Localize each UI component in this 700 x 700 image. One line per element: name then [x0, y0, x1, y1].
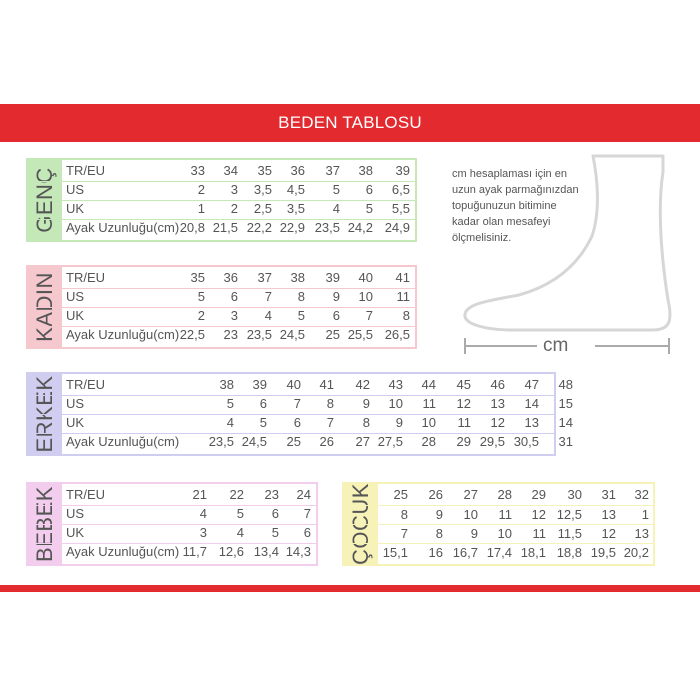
table-cell: 9: [332, 289, 340, 304]
table-cell: 14: [524, 396, 539, 411]
table-cell: 33: [190, 163, 205, 178]
row-label: TR/EU: [66, 487, 105, 502]
table-cell: 5: [271, 525, 279, 540]
table-cell: 27,5: [377, 434, 403, 449]
table-cell: 11: [396, 289, 410, 304]
table-cell: 10: [388, 396, 403, 411]
table-cell: 28: [421, 434, 436, 449]
table-cell: 11: [457, 415, 471, 430]
table-cell: 32: [634, 487, 649, 502]
table-cell: 37: [325, 163, 340, 178]
table-cell: 29: [456, 434, 471, 449]
table-row: [344, 524, 653, 544]
table-row: [28, 505, 316, 525]
table-cell: 25: [393, 487, 408, 502]
table-cell: 11: [422, 396, 436, 411]
table-cocuk: [342, 482, 655, 566]
table-cell: 42: [355, 377, 370, 392]
table-cell: 10: [421, 415, 436, 430]
table-cell: 36: [223, 270, 238, 285]
table-cell: 22,2: [246, 220, 272, 235]
table-row: [344, 543, 653, 563]
table-cell: 27: [463, 487, 478, 502]
table-cell: 30: [567, 487, 582, 502]
table-cell: 48: [558, 377, 573, 392]
table-cell: 4: [199, 506, 207, 521]
table-row: [28, 181, 415, 201]
table-row: [28, 543, 316, 562]
table-cell: 41: [319, 377, 334, 392]
table-cell: 45: [456, 377, 471, 392]
table-row: [28, 395, 573, 415]
table-cell: 5: [236, 506, 244, 521]
table-cell: 12: [456, 396, 471, 411]
table-cell: 34: [223, 163, 238, 178]
table-cell: 8: [297, 289, 305, 304]
table-cell: 37: [257, 270, 272, 285]
table-cell: 4: [264, 308, 272, 323]
table-cell: 14,3: [285, 544, 311, 559]
table-cell: 5: [365, 201, 373, 216]
table-cell: 12: [490, 415, 505, 430]
row-label: US: [66, 506, 85, 521]
table-cell: 25,5: [347, 327, 373, 342]
table-cell: 2: [197, 308, 205, 323]
table-cell: 9: [395, 415, 403, 430]
row-label: TR/EU: [66, 163, 105, 178]
table-cell: 27: [355, 434, 370, 449]
table-row: [28, 200, 415, 220]
table-cell: 22,5: [179, 327, 205, 342]
table-cell: 35: [190, 270, 205, 285]
table-cell: 6: [365, 182, 373, 197]
table-cell: 16: [428, 545, 443, 560]
table-cell: 21,5: [212, 220, 238, 235]
row-label: UK: [66, 525, 85, 540]
table-row: [344, 505, 653, 525]
table-genc: [26, 158, 417, 242]
table-row: [28, 269, 415, 289]
table-cell: 1: [197, 201, 205, 216]
table-row: [28, 307, 415, 327]
table-cell: 23,5: [246, 327, 272, 342]
row-label: UK: [66, 415, 85, 430]
table-cell: 8: [402, 308, 410, 323]
table-cell: 8: [435, 526, 443, 541]
table-row: [28, 326, 415, 345]
table-cell: 31: [558, 434, 573, 449]
table-cell: 21: [192, 487, 207, 502]
table-cell: 18,1: [520, 545, 546, 560]
table-cell: 41: [395, 270, 410, 285]
row-label: Ayak Uzunluğu(cm): [66, 434, 180, 449]
table-cell: 15: [558, 396, 573, 411]
table-cell: 3: [199, 525, 207, 540]
table-cell: 12: [531, 507, 546, 522]
table-cell: 12,6: [218, 544, 244, 559]
table-row: [28, 219, 415, 238]
table-cell: 3,5: [253, 182, 272, 197]
table-cell: 28: [497, 487, 512, 502]
table-cell: 9: [362, 396, 370, 411]
table-row: [28, 288, 415, 308]
table-cell: 39: [395, 163, 410, 178]
table-cell: 18,8: [556, 545, 582, 560]
note-line: ölçmelisiniz.: [452, 232, 512, 244]
table-cell: 35: [257, 163, 272, 178]
table-cell: 29: [531, 487, 546, 502]
row-label: UK: [66, 308, 85, 323]
table-cell: 23: [223, 327, 238, 342]
table-cell: 11,7: [182, 544, 207, 559]
table-erkek: [26, 372, 573, 456]
table-cell: 6: [230, 289, 238, 304]
table-cell: 3: [230, 308, 238, 323]
table-cell: 16,7: [452, 545, 478, 560]
row-label: TR/EU: [66, 377, 105, 392]
table-cell: 31: [601, 487, 616, 502]
table-cell: 39: [252, 377, 267, 392]
note-line: topuğunuzun bitimine: [452, 200, 557, 212]
table-cell: 38: [358, 163, 373, 178]
table-cell: 11: [532, 526, 546, 541]
table-cell: 12: [601, 526, 616, 541]
table-cell: 23: [264, 487, 279, 502]
table-cell: 6: [332, 308, 340, 323]
table-cell: 13: [524, 415, 539, 430]
table-cell: 6: [271, 506, 279, 521]
row-label: UK: [66, 201, 85, 216]
measure-label: cm: [543, 335, 569, 356]
table-cell: 25: [325, 327, 340, 342]
table-row: [28, 524, 316, 544]
table-cell: 36: [290, 163, 305, 178]
table-cell: 26: [319, 434, 334, 449]
note-line: kadar olan mesafeyi: [452, 216, 551, 228]
table-cell: 3: [230, 182, 238, 197]
row-label: Ayak Uzunluğu(cm): [66, 544, 180, 559]
table-cell: 22,9: [279, 220, 305, 235]
table-cell: 24,5: [241, 434, 267, 449]
table-genc-title: GENÇ: [32, 167, 57, 233]
table-row: [28, 414, 573, 434]
table-cell: 2: [197, 182, 205, 197]
foot-outline-icon: [455, 150, 680, 365]
note-line: cm hesaplaması için en: [452, 168, 567, 180]
table-cell: 6,5: [391, 182, 410, 197]
table-cell: 11: [498, 507, 512, 522]
table-cell: 30,5: [513, 434, 539, 449]
table-cell: 5: [226, 396, 234, 411]
table-cell: 24,2: [347, 220, 373, 235]
table-cell: 4: [226, 415, 234, 430]
table-cell: 8: [400, 507, 408, 522]
table-cell: 38: [219, 377, 234, 392]
table-cell: 5: [259, 415, 267, 430]
table-cell: 6: [303, 525, 311, 540]
row-label: TR/EU: [66, 270, 105, 285]
table-cell: 47: [524, 377, 539, 392]
table-bebek-title: BEBEK: [32, 486, 57, 562]
table-cell: 4: [236, 525, 244, 540]
table-cell: 1: [641, 507, 649, 522]
table-cell: 13: [490, 396, 505, 411]
table-cell: 20,2: [623, 545, 649, 560]
row-label: US: [66, 182, 85, 197]
footer-band: [0, 585, 700, 592]
table-cell: 23,5: [314, 220, 340, 235]
table-cell: 10: [358, 289, 373, 304]
table-cell: 4: [332, 201, 340, 216]
table-cell: 5: [297, 308, 305, 323]
table-cell: 10: [497, 526, 512, 541]
table-cell: 8: [326, 396, 334, 411]
table-cell: 12,5: [556, 507, 582, 522]
table-cell: 26,5: [384, 327, 410, 342]
table-cell: 7: [365, 308, 373, 323]
table-cell: 29,5: [479, 434, 505, 449]
row-label: US: [66, 289, 85, 304]
table-row: [28, 162, 415, 182]
table-cell: 7: [293, 396, 301, 411]
table-cell: 3,5: [286, 201, 305, 216]
table-cell: 5: [197, 289, 205, 304]
table-cell: 5: [332, 182, 340, 197]
table-cell: 13,4: [253, 544, 279, 559]
table-cell: 25: [286, 434, 301, 449]
table-cell: 26: [428, 487, 443, 502]
table-bebek: [26, 482, 318, 566]
table-cell: 40: [358, 270, 373, 285]
table-cocuk-title: ÇOCUK: [348, 483, 373, 565]
table-row: [28, 376, 573, 396]
table-cell: 2,5: [253, 201, 272, 216]
table-cell: 4,5: [286, 182, 305, 197]
table-cell: 9: [435, 507, 443, 522]
table-cell: 15,1: [382, 545, 408, 560]
table-kadin: [26, 265, 417, 349]
table-row: [28, 486, 316, 506]
table-kadin-title: KADIN: [32, 272, 57, 342]
table-erkek-title: ERKEK: [32, 375, 57, 453]
table-cell: 7: [400, 526, 408, 541]
table-cell: 24: [296, 487, 311, 502]
table-cell: 10: [463, 507, 478, 522]
table-cell: 7: [326, 415, 334, 430]
table-cell: 13: [634, 526, 649, 541]
table-cell: 20,8: [179, 220, 205, 235]
page-title: BEDEN TABLOSU: [278, 113, 422, 132]
table-cell: 43: [388, 377, 403, 392]
table-cell: 13: [601, 507, 616, 522]
table-cell: 9: [470, 526, 478, 541]
table-cell: 11,5: [557, 526, 582, 541]
table-cell: 39: [325, 270, 340, 285]
row-label: Ayak Uzunluğu(cm): [66, 220, 180, 235]
table-cell: 46: [490, 377, 505, 392]
table-cell: 8: [362, 415, 370, 430]
table-cell: 7: [264, 289, 272, 304]
table-cell: 19,5: [590, 545, 616, 560]
table-cell: 23,5: [208, 434, 234, 449]
table-row: [28, 433, 573, 452]
row-label: Ayak Uzunluğu(cm): [66, 327, 180, 342]
table-cell: 40: [286, 377, 301, 392]
table-cell: 5,5: [391, 201, 410, 216]
table-cell: 17,4: [486, 545, 512, 560]
row-label: US: [66, 396, 85, 411]
table-cell: 14: [558, 415, 573, 430]
table-cell: 38: [290, 270, 305, 285]
table-cell: 2: [230, 201, 238, 216]
table-row: [344, 486, 653, 505]
table-cell: 22: [229, 487, 244, 502]
table-cell: 6: [293, 415, 301, 430]
table-cell: 44: [421, 377, 436, 392]
note-line: uzun ayak parmağınızdan: [452, 184, 579, 196]
table-cell: 6: [259, 396, 267, 411]
table-cell: 24,5: [279, 327, 305, 342]
table-cell: 7: [303, 506, 311, 521]
header-band: [0, 104, 700, 142]
table-cell: 24,9: [384, 220, 410, 235]
